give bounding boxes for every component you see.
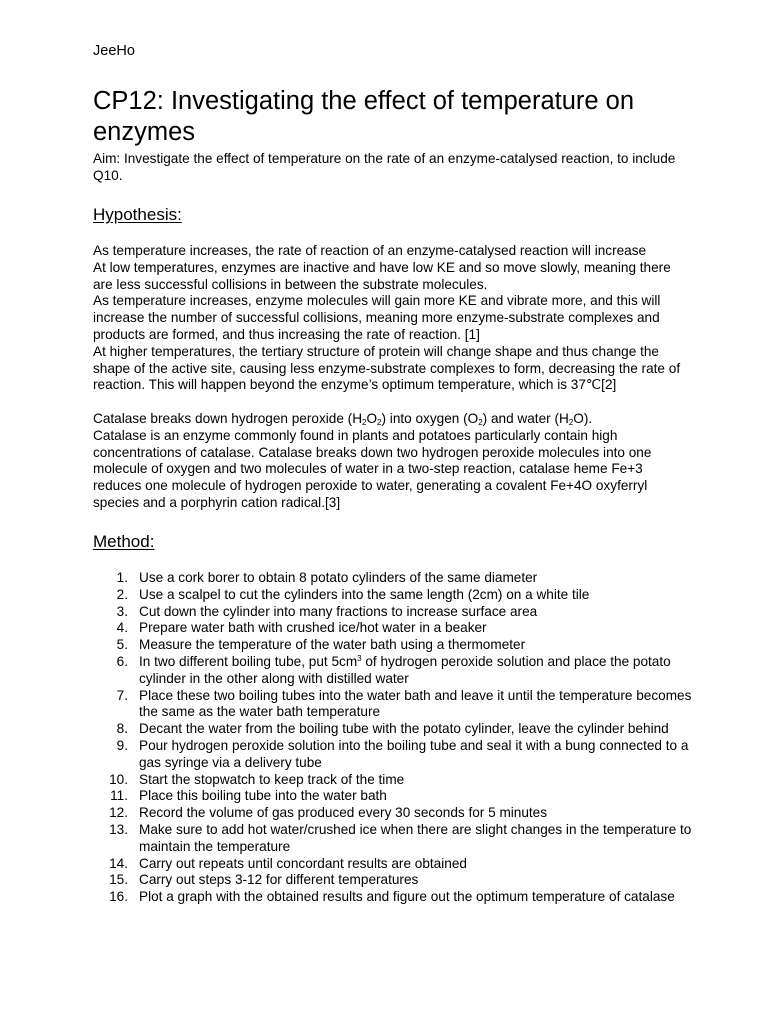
hypothesis-paragraph: As temperature increases, the rate of reaction of an enzyme-catalysed reaction will increase	[93, 243, 647, 258]
list-item: 1. Use a cork borer to obtain 8 potato cylinders of the same diameter	[116, 570, 538, 585]
list-item: 5. Measure the temperature of the water bath using a thermometer	[116, 637, 526, 653]
list-item: 9. Pour hydrogen peroxide solution into the boiling tube and seal it with a bung connected to a gas syringe via a delivery tube	[116, 737, 689, 770]
list-item: 3. Cut down the cylinder into many fractions to increase surface area	[116, 603, 538, 619]
aim-text: Aim: Investigate the effect of temperature on the rate of an enzyme-catalysed reaction, to include Q10.	[93, 151, 676, 183]
author-name: JeeHo	[93, 43, 135, 59]
list-item: 10. Start the stopwatch to keep track of the time	[109, 771, 405, 787]
hypothesis-paragraph: As temperature increases, enzyme molecules will gain more KE and vibrate more, and this will increase the number of successful collisions, meaning more enzyme-substrate complexes and products are formed, and thus increasing the rate of reaction. [1]	[93, 293, 661, 342]
method-heading: Method:	[93, 532, 155, 551]
catalase-equation-line: Catalase breaks down hydrogen peroxide $(H_2O_2)$ into oxygen $(O_2)$ and water $(H_2O)$.	[93, 411, 593, 427]
list-item: 11. Place this boiling tube into the water bath	[110, 788, 387, 804]
list-item: 14. Carry out repeats until concordant results are obtained	[109, 855, 467, 871]
list-item: 12. Record the volume of gas produced every 30 seconds for 5 minutes	[109, 805, 548, 821]
page-title: CP12: Investigating the effect of temperature on enzymes	[93, 87, 635, 146]
list-item: 4. Prepare water bath with crushed ice/hot water in a beaker	[116, 620, 487, 636]
list-item: 13. Make sure to add hot water/crushed ice when there are slight changes in the temperature to maintain the temperature	[109, 821, 692, 854]
hypothesis-heading: Hypothesis:	[93, 205, 182, 224]
method-steps-list	[93, 570, 693, 906]
list-item: 15. Carry out steps 3-12 for different temperatures	[109, 872, 419, 888]
list-item: 16. Plot a graph with the obtained results and figure out the optimum temperature of catalase	[109, 889, 675, 905]
list-item: 7. Place these two boiling tubes into the water bath and leave it until the temperature becomes the same as the water bath temperature	[116, 687, 692, 720]
list-item: 2. Use a scalpel to cut the cylinders into the same length (2cm) on a white tile	[116, 586, 590, 602]
list-item: 8. Decant the water from the boiling tube with the potato cylinder, leave the cylinder behind	[116, 721, 669, 737]
hypothesis-body	[93, 243, 693, 394]
catalase-paragraph: Catalase is an enzyme commonly found in plants and potatoes particularly contain high concentrations of catalase. Catalase breaks down two hydrogen peroxide molecules into one molecule of oxygen and two molecules of water in a two-step reaction, catalase heme Fe+3 reduces one molecule of hydrogen peroxide to water, generating a covalent Fe+4O oxyferryl species and a porphyrin cation radical.[3]	[93, 427, 652, 510]
hypothesis-paragraph: At higher temperatures, the tertiary structure of protein will change shape and thus change the shape of the active site, causing less enzyme-substrate complexes to form, decreasing the rate of reaction. This will happen beyond the enzyme’s optimum temperature, which is 37℃[2]	[93, 343, 681, 393]
list-item: 6. In two different boiling tube, put $5cm^3$ of hydrogen peroxide solution and place the potato cylinder in the other along with distilled water	[116, 653, 671, 686]
hypothesis-paragraph: At low temperatures, enzymes are inactive and have low KE and so move slowly, meaning there are less successful collisions in between the substrate molecules.	[93, 259, 671, 292]
catalase-body	[93, 411, 693, 512]
